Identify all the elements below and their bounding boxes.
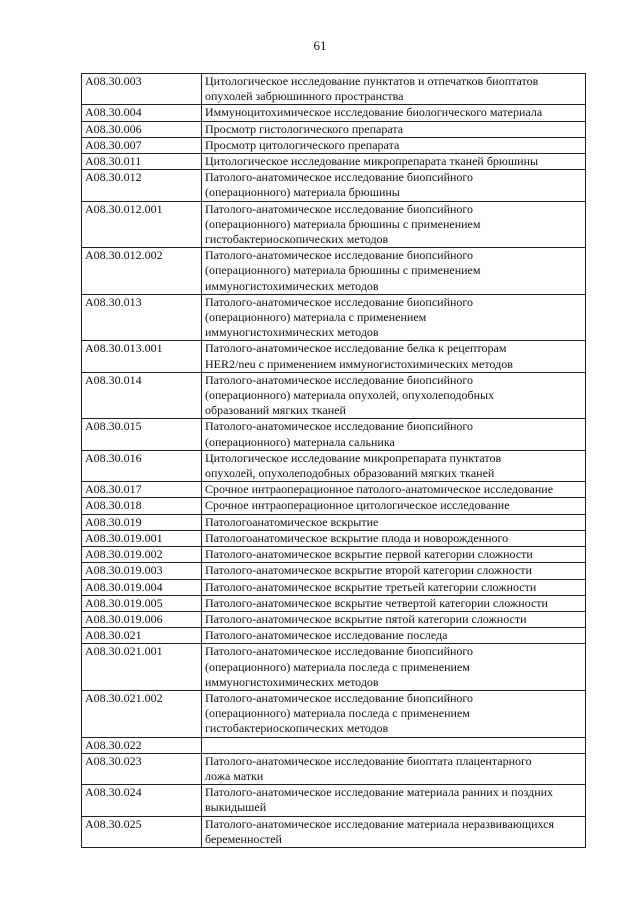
- table-row: [82, 563, 586, 579]
- service-code: A08.30.012: [82, 170, 202, 201]
- service-description: [202, 201, 586, 248]
- service-description: [202, 816, 586, 847]
- service-description: [202, 419, 586, 450]
- table-row: [82, 785, 586, 816]
- service-code: A08.30.022: [82, 737, 202, 753]
- service-description: [202, 341, 586, 372]
- service-description: [202, 248, 586, 295]
- service-description: [202, 498, 586, 514]
- description-line: HER2/neu с применением иммуногистохимических методов: [205, 356, 513, 371]
- service-description: [202, 737, 586, 753]
- table-row: [82, 137, 586, 153]
- description-line: Патолого-анатомическое исследование биопсийного: [205, 248, 474, 263]
- table-row: [82, 201, 586, 248]
- service-code: A08.30.011: [82, 154, 202, 170]
- service-code: A08.30.006: [82, 121, 202, 137]
- description-line: (операционного) материала брюшины с применением: [205, 216, 481, 231]
- table-row: [82, 154, 586, 170]
- service-code: A08.30.021: [82, 628, 202, 644]
- service-description: [202, 121, 586, 137]
- service-code: A08.30.025: [82, 816, 202, 847]
- service-codes-table: [81, 73, 586, 848]
- description-line: Цитологическое исследование микропрепарата пунктатов: [205, 450, 502, 465]
- table-row: [82, 341, 586, 372]
- table-row: [82, 753, 586, 784]
- service-description: [202, 595, 586, 611]
- service-description: [202, 372, 586, 419]
- description-line: ложа матки: [205, 768, 264, 783]
- description-line: Патолого-анатомическое исследование биопсийного: [205, 170, 474, 185]
- description-line: Иммуноцитохимическое исследование биологического материала: [205, 105, 543, 120]
- service-code: A08.30.019.006: [82, 611, 202, 627]
- description-line: (операционного) материала опухолей, опухолеподобных: [205, 388, 495, 403]
- description-line: иммуногистохимических методов: [205, 674, 379, 689]
- table-row: [82, 595, 586, 611]
- description-line: Патолого-анатомическое исследование биопсийного: [205, 419, 474, 434]
- description-line: образований мягких тканей: [205, 403, 346, 418]
- table-row: [82, 372, 586, 419]
- description-line: Патолого-анатомическое исследование последа: [205, 628, 448, 643]
- service-code: A08.30.019.001: [82, 530, 202, 546]
- service-description: [202, 137, 586, 153]
- service-code: A08.30.021.002: [82, 690, 202, 737]
- description-line: Патолого-анатомическое вскрытие четвертой категории сложности: [205, 595, 548, 610]
- description-line: Патологоанатомическое вскрытие плода и новорожденного: [205, 530, 509, 545]
- description-line: Патолого-анатомическое вскрытие пятой категории сложности: [205, 611, 527, 626]
- description-line: иммуногистохимических методов: [205, 278, 379, 293]
- service-code: A08.30.003: [82, 74, 202, 105]
- service-code: A08.30.019.002: [82, 547, 202, 563]
- description-line: Цитологическое исследование пунктатов и отпечатков биоптатов: [205, 74, 539, 88]
- description-line: Патолого-анатомическое вскрытие третьей категории сложности: [205, 579, 537, 594]
- service-code: A08.30.007: [82, 137, 202, 153]
- description-line: Просмотр гистологического препарата: [205, 121, 404, 136]
- table-row: [82, 690, 586, 737]
- description-line: выкидышей: [205, 800, 267, 815]
- service-description: [202, 611, 586, 627]
- service-description: [202, 579, 586, 595]
- description-line: иммуногистохимических методов: [205, 325, 379, 340]
- description-line: опухолей, опухолеподобных образований мягких тканей: [205, 466, 495, 481]
- service-description: [202, 450, 586, 481]
- table-row: [82, 579, 586, 595]
- description-line: Патолого-анатомическое исследование биопсийного: [205, 644, 474, 659]
- service-description: [202, 530, 586, 546]
- table-row: [82, 74, 586, 105]
- description-line: (операционного) материала брюшины с применением: [205, 263, 481, 278]
- service-description: [202, 170, 586, 201]
- service-description: [202, 482, 586, 498]
- table-row: [82, 530, 586, 546]
- service-description: [202, 628, 586, 644]
- description-line: гистобактериоскопических методов: [205, 721, 389, 736]
- service-description: [202, 644, 586, 691]
- description-line: Патолого-анатомическое вскрытие первой категории сложности: [205, 547, 533, 562]
- description-line: Патолого-анатомическое исследование материала неразвивающихся: [205, 816, 555, 831]
- service-code: A08.30.014: [82, 372, 202, 419]
- service-code: A08.30.013.001: [82, 341, 202, 372]
- service-description: [202, 514, 586, 530]
- table-row: [82, 737, 586, 753]
- service-code: A08.30.024: [82, 785, 202, 816]
- service-code: A08.30.004: [82, 105, 202, 121]
- description-line: Патолого-анатомическое вскрытие второй категории сложности: [205, 563, 532, 578]
- description-line: беременностей: [205, 831, 282, 846]
- table-row: [82, 547, 586, 563]
- description-line: (операционного) материала последа с применением: [205, 659, 470, 674]
- table-row: [82, 294, 586, 341]
- table-row: [82, 419, 586, 450]
- table-row: [82, 514, 586, 530]
- service-code: A08.30.012.001: [82, 201, 202, 248]
- service-code: A08.30.017: [82, 482, 202, 498]
- description-line: (операционного) материала сальника: [205, 434, 395, 449]
- description-line: Патолого-анатомическое исследование биопсийного: [205, 690, 474, 705]
- service-code: A08.30.019.003: [82, 563, 202, 579]
- table-row: [82, 482, 586, 498]
- description-line: Патолого-анатомическое исследование биопсийного: [205, 294, 474, 309]
- service-description: [202, 547, 586, 563]
- page-number: 61: [313, 38, 327, 53]
- service-description: [202, 563, 586, 579]
- description-line: Патолого-анатомическое исследование биоптата плацентарного: [205, 753, 532, 768]
- table-row: [82, 816, 586, 847]
- service-code: A08.30.021.001: [82, 644, 202, 691]
- table-row: [82, 611, 586, 627]
- description-line: Патолого-анатомическое исследование материала ранних и поздних: [205, 785, 554, 800]
- description-line: опухолей забрюшинного пространства: [205, 89, 404, 104]
- table-row: [82, 105, 586, 121]
- description-line: Просмотр цитологического препарата: [205, 137, 400, 152]
- table-row: [82, 498, 586, 514]
- table-row: [82, 121, 586, 137]
- description-line: Цитологическое исследование микропрепарата тканей брюшины: [205, 154, 539, 169]
- description-line: [205, 738, 582, 753]
- service-code: A08.30.023: [82, 753, 202, 784]
- table-row: [82, 450, 586, 481]
- description-line: Патолого-анатомическое исследование биопсийного: [205, 201, 474, 216]
- service-code: A08.30.018: [82, 498, 202, 514]
- service-description: [202, 294, 586, 341]
- service-code: A08.30.019.004: [82, 579, 202, 595]
- description-line: гистобактериоскопических методов: [205, 232, 389, 247]
- service-description: [202, 105, 586, 121]
- service-description: [202, 74, 586, 105]
- service-description: [202, 154, 586, 170]
- service-code: A08.30.019: [82, 514, 202, 530]
- service-code: A08.30.016: [82, 450, 202, 481]
- service-code: A08.30.013: [82, 294, 202, 341]
- table-row: [82, 170, 586, 201]
- service-description: [202, 690, 586, 737]
- table-body: [82, 74, 586, 848]
- table-row: [82, 248, 586, 295]
- service-code: A08.30.019.005: [82, 595, 202, 611]
- description-line: Срочное интраоперационное патолого-анатомическое исследование: [205, 482, 554, 497]
- description-line: Патологоанатомическое вскрытие: [205, 514, 379, 529]
- table-row: [82, 628, 586, 644]
- table-row: [82, 644, 586, 691]
- description-line: (операционного) материала последа с применением: [205, 706, 470, 721]
- description-line: Патолого-анатомическое исследование биопсийного: [205, 372, 474, 387]
- description-line: (операционного) материала брюшины: [205, 185, 400, 200]
- description-line: (операционного) материала с применением: [205, 310, 427, 325]
- description-line: Патолого-анатомическое исследование белка к рецепторам: [205, 341, 507, 356]
- service-code: A08.30.015: [82, 419, 202, 450]
- description-line: Срочное интраоперационное цитологическое исследование: [205, 498, 510, 513]
- service-description: [202, 753, 586, 784]
- service-description: [202, 785, 586, 816]
- service-code: A08.30.012.002: [82, 248, 202, 295]
